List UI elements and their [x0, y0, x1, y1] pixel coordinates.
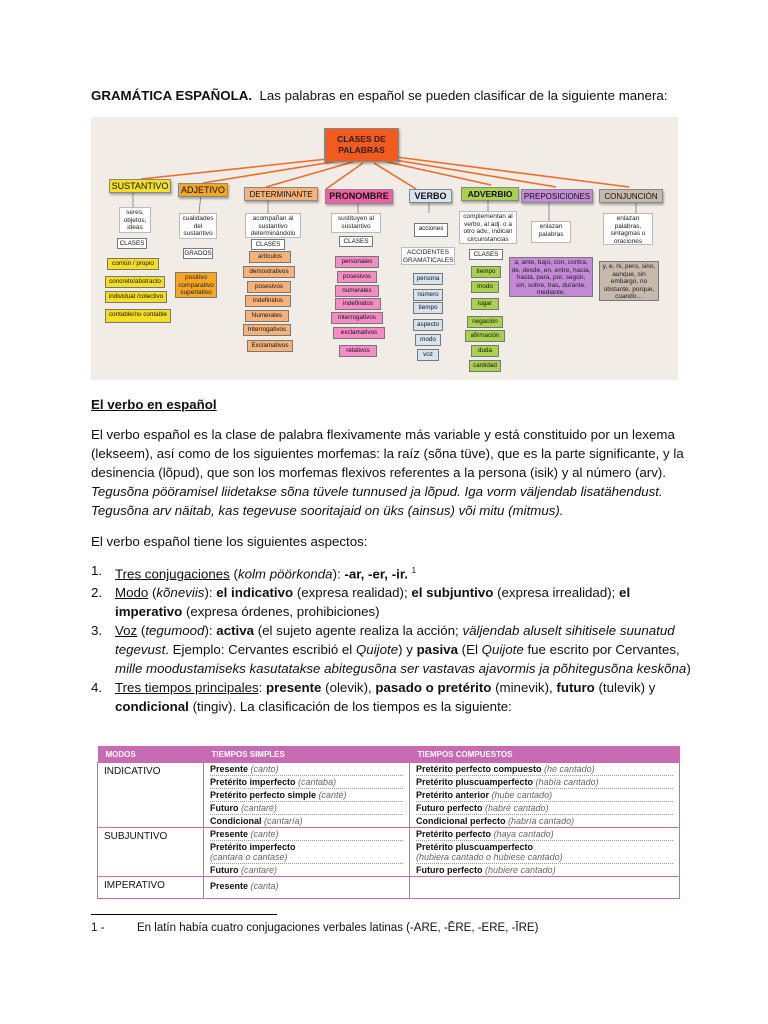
adverbio-item: negación [467, 316, 503, 328]
sustantivo-item: contable/no contable [105, 309, 171, 323]
tense-row [210, 789, 403, 802]
tense-name: Pretérito perfecto [416, 829, 492, 839]
cat-preposiciones: PREPOSICIONES [521, 189, 593, 203]
list-item [91, 621, 691, 678]
text-run: futuro [556, 680, 595, 696]
text-run: pasiva [416, 642, 458, 658]
aspects-intro: El verbo español tiene los siguientes aspectos: [91, 534, 368, 549]
adverbio-item: duda [471, 345, 499, 357]
adverbio-item: afirmación [465, 330, 505, 342]
verbo-paragraph-es: El verbo español es la clase de palabra flexivamente más variable y está constituido por un lexema (lekseem), así como de los siguientes morfemas: la raíz (sõna tüve), que es la parte significante, y la desinencia (lõpud), que son los morfemas flexivos referentes a la persona (isik) y al número (arv). [91, 427, 684, 480]
compuestos-cell [410, 877, 680, 899]
col-modos: MODOS [98, 746, 204, 763]
list-item [91, 678, 691, 716]
tense-row [210, 828, 403, 841]
text-run: mille moodustamiseks kasutatakse abitegusõna ser vastavas ajavormis ja põhitegusõna keskõna [115, 661, 687, 677]
determinante-item: Interrogativos [243, 324, 291, 336]
tense-name: Futuro [210, 865, 239, 875]
text-run: (expresa órdenes, prohibiciones) [182, 604, 380, 620]
tense-name: Presente [210, 829, 249, 839]
text-run: Quijote [355, 642, 399, 658]
cat-sustantivo: SUSTANTIVO [109, 179, 171, 193]
simples-cell [204, 828, 410, 877]
tense-name: Futuro perfecto [416, 865, 483, 875]
conjuncion-desc: enlazan palabras, sintagmas u oraciones [603, 213, 653, 245]
tense-example: (cante) [250, 829, 279, 839]
intro-title: GRAMÁTICA ESPAÑOLA. [91, 88, 253, 103]
sustantivo-item: común / propio [107, 258, 159, 270]
text-run: ( [229, 566, 238, 582]
tense-name: Pretérito pluscuamperfecto [416, 777, 534, 787]
aspects-list [91, 561, 691, 716]
sustantivo-desc: seres, objetos, ideas [119, 207, 151, 233]
verbo-accidentes: ACCIDENTES GRAMATICALES [403, 249, 454, 264]
adverbio-item: modo [471, 281, 499, 293]
verbo-item: persona [413, 273, 443, 285]
tense-name: Futuro [210, 803, 239, 813]
text-run: ): [204, 585, 217, 601]
text-run: el subjuntivo [411, 585, 494, 601]
map-root: CLASES DE PALABRAS [324, 128, 399, 162]
determinante-item: indefinidos [245, 295, 291, 307]
text-run: ) y [398, 642, 417, 658]
text-run: kõneviis [156, 585, 205, 601]
concept-map [91, 117, 678, 380]
intro-text: Las palabras en español se pueden clasificar de la siguiente manera: [259, 88, 668, 103]
tense-example: (cantaré) [241, 803, 278, 813]
verbo-item: aspecto [413, 319, 443, 331]
text-run: ): [332, 566, 345, 582]
tense-row [416, 802, 673, 815]
adjetivo-grados: GRADOS [184, 250, 212, 257]
text-run: ( [137, 623, 146, 639]
tense-row [416, 864, 673, 876]
list-term: Tres tiempos principales [115, 680, 259, 696]
verbo-item: voz [417, 349, 439, 361]
simples-cell [204, 763, 410, 828]
tense-name: Pretérito imperfecto [210, 777, 296, 787]
simples-cell [204, 877, 410, 899]
list-term: Modo [115, 585, 149, 601]
tense-name: Presente [210, 764, 249, 774]
cat-adjetivo: ADJETIVO [178, 183, 228, 197]
text-run: : [258, 680, 267, 696]
tense-example: (hube cantado) [491, 790, 553, 800]
verbo-item: modo [415, 334, 441, 346]
verbo-item: número [413, 289, 443, 301]
tense-row [210, 864, 403, 876]
text-run: Quijote [481, 642, 524, 658]
pronombre-item: posesivos [337, 271, 377, 283]
tense-row [210, 815, 403, 827]
list-number: 4. [91, 680, 103, 696]
tense-example: (haya cantado) [493, 829, 554, 839]
determinante-item: demostrativos [243, 266, 295, 278]
text-run: ): [204, 623, 217, 639]
determinante-item: Numerales [245, 310, 289, 322]
text-run: tegumood [145, 623, 205, 639]
tense-name: Presente [210, 881, 249, 891]
text-run: el indicativo [216, 585, 294, 601]
col-compuestos: TIEMPOS COMPUESTOS [410, 746, 680, 763]
adverbio-item: cantidad [469, 360, 501, 372]
verbo-paragraph [91, 425, 691, 520]
text-run: -ar, -er, -ir. [344, 566, 408, 582]
text-run: el imperativo [115, 585, 631, 620]
tense-row [416, 776, 673, 789]
determinante-item: Exclamativos [247, 340, 293, 352]
text-run: presente [266, 680, 322, 696]
intro-line [91, 86, 691, 105]
text-run: väljendab aluselt sihitisele suunatud tegevust [115, 623, 675, 658]
tense-example: (he cantado) [544, 764, 595, 774]
text-run: (expresa realidad); [293, 585, 412, 601]
tense-row [210, 802, 403, 815]
tense-row [416, 789, 673, 802]
determinante-item: artículos [249, 251, 291, 263]
text-run: condicional [115, 699, 189, 715]
tense-example: (canto) [250, 764, 279, 774]
tense-example: (cantara o cantase) [210, 852, 288, 862]
tense-example: (cantare) [241, 865, 278, 875]
list-term: Voz [115, 623, 138, 639]
tense-row [210, 763, 403, 776]
sustantivo-item: individual /colectivo [105, 291, 167, 303]
cat-verbo: VERBO [409, 189, 452, 203]
pronombre-clases: CLASES [339, 236, 373, 247]
text-run: (El [457, 642, 482, 658]
section-title: El verbo en español [91, 397, 217, 412]
tense-name: Pretérito anterior [416, 790, 490, 800]
conjuncion-item: y, e, ni, pero, sino, aunque, sin embargo, no obstante, porque, cuando… [599, 261, 659, 301]
determinante-clases: CLASES [251, 239, 285, 250]
tense-name: Futuro perfecto [416, 803, 483, 813]
pronombre-item: numerales [335, 285, 379, 297]
text-run: kolm pöörkonda [237, 566, 333, 582]
tense-example: (canté) [318, 790, 347, 800]
adverbio-item: lugar [471, 298, 499, 310]
tense-row [416, 841, 673, 864]
text-run: (el sujeto agente realiza la acción; [254, 623, 463, 639]
compuestos-cell [410, 828, 680, 877]
list-number: 3. [91, 623, 103, 639]
tense-example: (cantaría) [264, 816, 303, 826]
table-row [98, 763, 680, 828]
verbo-paragraph-et: Tegusõna pööramisel liidetakse sõna tüvele tunnused ja lõpud. Iga vorm väljendab lisatähendust. Tegusõna arv näitab, kas tegevuse sooritajaid on üks (ainsus) või mitu (mitmus). [91, 484, 663, 518]
adverbio-item: tiempo [471, 266, 501, 278]
footnote-number: 1 - [91, 922, 105, 934]
determinante-item: posesivos [247, 281, 291, 293]
tense-row [210, 776, 403, 789]
tense-example: (habría cantado) [508, 816, 575, 826]
pronombre-item: relativos [339, 345, 377, 357]
text-run: fue escrito por Cervantes, [523, 642, 680, 658]
table-row [98, 877, 680, 899]
tense-example: (hubiera cantado o hubiese cantado) [416, 852, 563, 862]
text-run: pasado o pretérito [375, 680, 492, 696]
preposiciones-item: a, ante, bajo, con, contra, de, desde, en, entre, hacia, hasta, para, por, según, sin, sobre, tras, durante, mediante. [509, 257, 593, 297]
table-header-row [98, 746, 680, 763]
pronombre-item: personales [335, 256, 379, 268]
text-run: ( [148, 585, 157, 601]
adjetivo-desc: cualidades del sustantivo [179, 213, 217, 239]
tense-example: (canta) [250, 881, 279, 891]
tense-name: Pretérito perfecto simple [210, 790, 317, 800]
text-run: (tingiv). La clasificación de los tiempos es la siguiente: [188, 699, 512, 715]
verbo-desc: acciones [414, 223, 448, 237]
tense-name: Pretérito pluscuamperfecto [416, 842, 534, 852]
col-simples: TIEMPOS SIMPLES [204, 746, 410, 763]
cat-pronombre: PRONOMBRE [325, 189, 393, 204]
table-row [98, 828, 680, 877]
modo-cell: IMPERATIVO [98, 877, 204, 899]
compuestos-cell [410, 763, 680, 828]
adjetivo-item: positivo comparativo superlativo [175, 272, 217, 298]
tense-name: Condicional [210, 816, 262, 826]
determinante-desc: acompañan al sustantivo determinándolo [245, 213, 301, 238]
tense-row [416, 815, 673, 827]
sustantivo-clases: CLASES [117, 238, 147, 249]
list-item [91, 583, 691, 621]
footnote [91, 922, 538, 934]
tense-example: (hubiere cantado) [485, 865, 556, 875]
list-item [91, 561, 691, 583]
tense-row [210, 877, 403, 892]
text-run: activa [216, 623, 254, 639]
footnote-ref[interactable]: 1 [411, 566, 417, 575]
pronombre-item: exclamativos [333, 327, 385, 339]
adverbio-desc: complementan al verbo, al adj. o a otro adv., indican circunstancias [459, 211, 517, 244]
sustantivo-item: concreto/abstracto [105, 276, 165, 288]
list-number: 1. [91, 563, 103, 578]
list-number: 2. [91, 585, 103, 601]
cat-adverbio: ADVERBIO [461, 187, 519, 201]
tense-name: Condicional perfecto [416, 816, 506, 826]
text-run: (tulevik) y [594, 680, 656, 696]
tense-example: (había cantado) [535, 777, 599, 787]
tenses-table [97, 746, 680, 899]
modo-cell: INDICATIVO [98, 763, 204, 828]
pronombre-desc: sustituyen al sustantivo [331, 213, 381, 233]
tense-row [416, 763, 673, 776]
preposiciones-desc: enlazan palabras [531, 221, 571, 243]
tense-name: Pretérito perfecto compuesto [416, 764, 542, 774]
text-run: . Ejemplo: Cervantes escribió el [165, 642, 356, 658]
modo-cell: SUBJUNTIVO [98, 828, 204, 877]
text-run: (olevik), [321, 680, 376, 696]
cat-determinante: DETERMINANTE [244, 187, 318, 201]
text-run: (expresa irrealidad); [493, 585, 620, 601]
tense-example: (habré cantado) [485, 803, 549, 813]
pronombre-item: interrogativos [331, 312, 383, 324]
text-run: (minevik), [491, 680, 557, 696]
tense-row [210, 841, 403, 864]
cat-conjuncion: CONJUNCIÓN [599, 189, 663, 203]
footnote-text: En latín había cuatro conjugaciones verbales latinas (-ARE, -ĒRE, -ERE, -ĪRE) [137, 922, 539, 934]
text-run: ) [686, 661, 691, 677]
verbo-item: tiempo [413, 302, 443, 314]
tense-row [416, 828, 673, 841]
list-term: Tres conjugaciones [115, 566, 230, 582]
footnote-separator [91, 914, 277, 915]
adverbio-clases: CLASES [469, 249, 503, 260]
tense-example: (cantaba) [298, 777, 337, 787]
tense-name: Pretérito imperfecto [210, 842, 296, 852]
pronombre-item: indefinidos [335, 298, 381, 310]
